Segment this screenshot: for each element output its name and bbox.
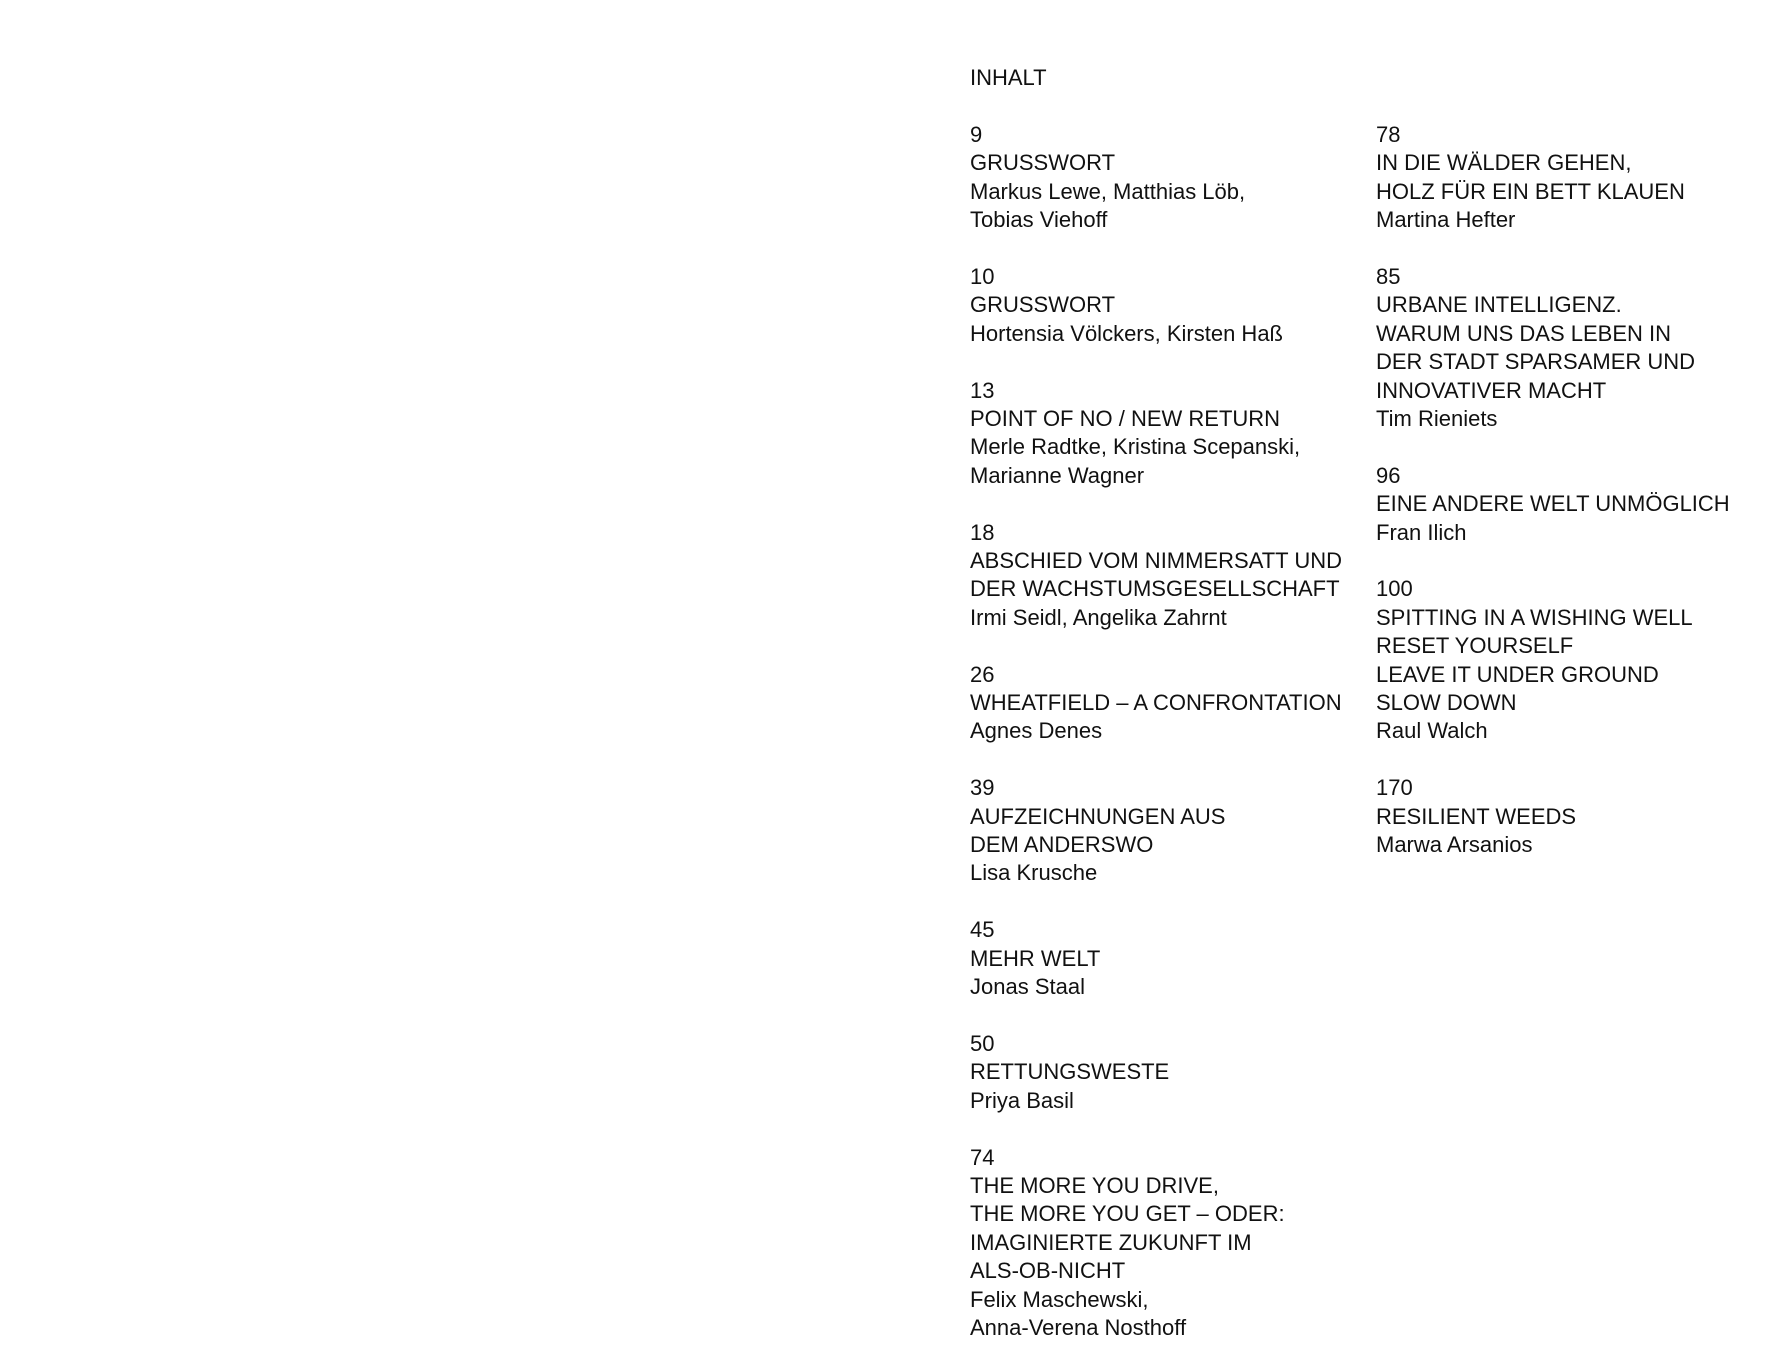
entry-author-line: Raul Walch: [1376, 718, 1488, 744]
toc-entry: [1376, 462, 1766, 547]
entry-title-line: SPITTING IN A WISHING WELL: [1376, 604, 1693, 630]
entry-title-line: HOLZ FÜR EIN BETT KLAUEN: [1376, 178, 1685, 204]
entry-title-line: URBANE INTELLIGENZ.: [1376, 292, 1622, 318]
page-number: 9: [970, 122, 983, 147]
toc-entry: [970, 916, 1360, 1001]
entry-author-line: Priya Basil: [970, 1087, 1074, 1113]
toc-entry: [1376, 263, 1766, 433]
entry-author-line: Hortensia Völckers, Kirsten Haß: [970, 320, 1283, 346]
entry-author-line: Anna-Verena Nosthoff: [970, 1314, 1187, 1340]
entry-title-line: LEAVE IT UNDER GROUND: [1376, 661, 1659, 687]
page-number: 39: [970, 775, 995, 801]
toc-entry: [970, 263, 1360, 348]
toc-entry: [970, 519, 1360, 633]
entry-author-line: Agnes Denes: [970, 718, 1103, 744]
page-number: 78: [1376, 122, 1401, 147]
entry-title-line: THE MORE YOU DRIVE,: [970, 1172, 1219, 1198]
entry-author-line: Lisa Krusche: [970, 860, 1098, 886]
entry-author-line: Martina Hefter: [1376, 207, 1516, 233]
page-number: 74: [970, 1144, 995, 1170]
entry-title-line: AUFZEICHNUNGEN AUS: [970, 803, 1226, 829]
page-number: 18: [970, 519, 995, 545]
page-number: 13: [970, 377, 995, 403]
toc-entry: [1376, 774, 1766, 859]
page-number: 45: [970, 917, 995, 943]
entry-title-line: SLOW DOWN: [1376, 690, 1517, 716]
entry-author-line: Felix Maschewski,: [970, 1286, 1149, 1312]
entry-title-line: ABSCHIED VOM NIMMERSATT UND: [970, 548, 1342, 574]
entry-author-line: Tobias Viehoff: [970, 207, 1108, 233]
toc-entry: [970, 1144, 1360, 1343]
entry-title-line: EINE ANDERE WELT UNMÖGLICH: [1376, 491, 1730, 517]
toc-entry: [970, 1030, 1360, 1115]
entry-title-line: DER STADT SPARSAMER UND: [1376, 349, 1696, 375]
page-number: 96: [1376, 462, 1401, 488]
page-number: 85: [1376, 264, 1401, 290]
entry-title-line: THE MORE YOU GET – ODER:: [970, 1201, 1285, 1227]
toc-entry: [1376, 121, 1766, 235]
entry-title-line: DEM ANDERSWO: [970, 832, 1154, 858]
entry-title-line: RESILIENT WEEDS: [1376, 803, 1577, 829]
entry-title-line: IN DIE WÄLDER GEHEN,: [1376, 150, 1632, 176]
entry-author-line: Merle Radtke, Kristina Scepanski,: [970, 434, 1301, 460]
entry-title-line: RESET YOURSELF: [1376, 633, 1574, 659]
page-number: 100: [1376, 576, 1413, 602]
entry-author-line: Fran Ilich: [1376, 519, 1467, 545]
entry-author-line: Marwa Arsanios: [1376, 832, 1533, 858]
page-number: 10: [970, 264, 995, 290]
entry-title-line: DER WACHSTUMSGESELLSCHAFT: [970, 576, 1340, 602]
entry-author-line: Jonas Staal: [970, 974, 1085, 1000]
toc-column-right: [1376, 121, 1766, 888]
toc-entry: [970, 377, 1360, 491]
entry-title-line: INNOVATIVER MACHT: [1376, 377, 1607, 403]
entry-title-line: ALS-OB-NICHT: [970, 1258, 1126, 1284]
entry-author-line: Marianne Wagner: [970, 462, 1145, 488]
page-title: INHALT: [970, 65, 1047, 90]
page-number: 26: [970, 661, 995, 687]
entry-title-line: MEHR WELT: [970, 945, 1101, 971]
entry-author-line: Tim Rieniets: [1376, 406, 1498, 432]
entry-title-line: WARUM UNS DAS LEBEN IN: [1376, 320, 1672, 346]
toc-entry: [970, 121, 1360, 235]
page-number: 170: [1376, 775, 1413, 801]
entry-title-line: GRUSSWORT: [970, 150, 1116, 176]
entry-title-line: IMAGINIERTE ZUKUNFT IM: [970, 1229, 1252, 1255]
toc-entry: [970, 774, 1360, 888]
toc-entry: [1376, 575, 1766, 745]
toc-entry: [970, 661, 1360, 746]
page-number: 50: [970, 1030, 995, 1056]
entry-title-line: POINT OF NO / NEW RETURN: [970, 406, 1281, 432]
entry-author-line: Irmi Seidl, Angelika Zahrnt: [970, 604, 1227, 630]
entry-title-line: RETTUNGSWESTE: [970, 1059, 1170, 1085]
toc-column-left: [970, 121, 1360, 1371]
entry-title-line: GRUSSWORT: [970, 292, 1116, 318]
entry-title-line: WHEATFIELD – A CONFRONTATION: [970, 690, 1342, 716]
entry-author-line: Markus Lewe, Matthias Löb,: [970, 178, 1246, 204]
